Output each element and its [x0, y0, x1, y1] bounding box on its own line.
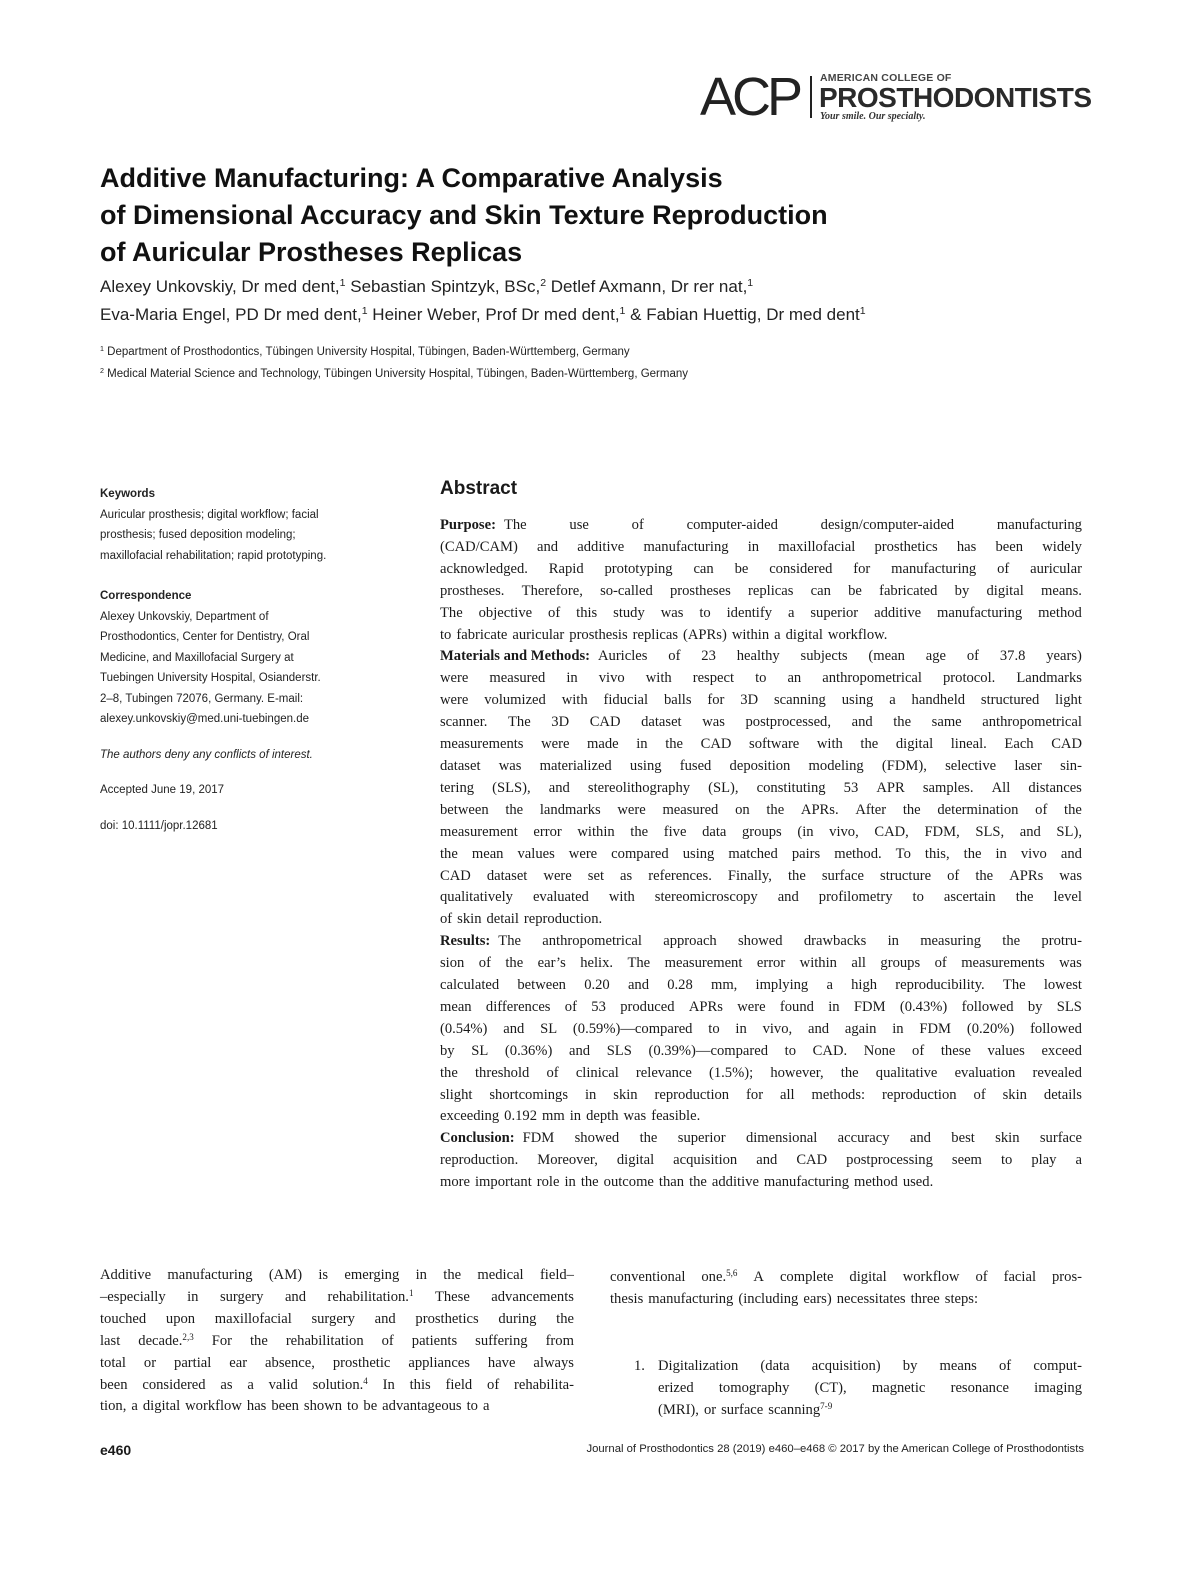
abstract-line: between the landmarks were measured on the APRs. After the determination of the: [440, 801, 1082, 818]
keywords-heading: Keywords: [100, 488, 155, 500]
abstract-line: dataset was materialized using fused deposition modeling (FDM), selective laser sin-: [440, 757, 1082, 774]
logo-divider: [810, 76, 812, 118]
abstract-line: measurements were made in the CAD software with the digital lineal. Each CAD: [440, 736, 1082, 753]
article-title: [100, 160, 1100, 271]
citation-ref[interactable]: 2,3: [182, 1331, 194, 1342]
body-line: conventional one.$^{5,6}$ A complete digital workflow of facial pros-: [610, 1268, 1082, 1285]
abstract-line: more important role in the outcome than the additive manufacturing method used.: [440, 1174, 934, 1191]
abstract-line: were volumized with fiducial balls for 3D scanning using a handheld structured light: [440, 692, 1082, 709]
citation-ref[interactable]: 5,6: [726, 1268, 738, 1279]
abstract-line: prostheses. Therefore, so-called prostheses replicas can be fabricated by digital means.: [440, 582, 1082, 599]
abstract-line: exceeding 0.192 mm in depth was feasible.: [440, 1108, 701, 1125]
abstract-body: [440, 515, 1082, 1194]
abstract-section-label: Purpose:: [440, 517, 496, 533]
doi[interactable]: doi: 10.1111/jopr.12681: [100, 819, 218, 832]
list-line: erized tomography (CT), magnetic resonance imaging: [658, 1379, 1082, 1396]
affil-number: 2: [100, 367, 104, 376]
list-line: Digitalization (data acquisition) by means of comput-: [658, 1358, 1082, 1374]
title-line: of Dimensional Accuracy and Skin Texture Reproduction: [100, 200, 828, 230]
body-line: Additive manufacturing (AM) is emerging in the medical field–: [100, 1267, 574, 1283]
affil-ref: 1: [339, 277, 346, 290]
list-item-text: [658, 1356, 1082, 1422]
abstract-line: (CAD/CAM) and additive manufacturing in maxillofacial prosthetics has been widely: [440, 538, 1082, 555]
abstract-line: calculated between 0.20 and 0.28 mm, implying a high reproducibility. The lowest: [440, 977, 1082, 994]
affil-ref: 2: [540, 277, 547, 290]
logo-tagline: Your smile. Our specialty.: [820, 111, 926, 122]
author-list: [100, 273, 1100, 329]
title-line: Additive Manufacturing: A Comparative Analysis: [100, 163, 723, 193]
author: Heiner Weber, Prof Dr med dent,: [367, 305, 620, 324]
body-column-right: [610, 1267, 1082, 1311]
abstract-line: sion of the ear’s helix. The measurement error within all groups of measurements was: [440, 955, 1082, 972]
abstract-heading: Abstract: [440, 478, 518, 499]
acp-logo: [700, 67, 1092, 127]
affiliation: [100, 341, 1100, 363]
abstract-line: Materials and Methods: Auricles of 23 healthy subjects (mean age of 37.8 years): [440, 646, 1082, 668]
affiliation-text: Medical Material Science and Technology, Tübingen University Hospital, Tübingen, Baden-Württemberg, Germany: [103, 368, 688, 380]
author: & Fabian Huettig, Dr med dent: [625, 305, 860, 324]
author: Sebastian Spintzyk, BSc,: [345, 277, 541, 296]
abstract-line: Purpose: The use of computer-aided design/computer-aided manufacturing: [440, 515, 1082, 537]
abstract-line: reproduction. Moreover, digital acquisition and CAD postprocessing seem to play a: [440, 1152, 1082, 1169]
abstract-line: by SL (0.36%) and SLS (0.39%)—compared to CAD. None of these values exceed: [440, 1042, 1082, 1059]
body-column-left: [100, 1265, 574, 1418]
conflict-statement: The authors deny any conflicts of interest.: [100, 748, 313, 761]
keywords-line: prosthesis; fused deposition modeling;: [100, 529, 296, 541]
page-number: e460: [100, 1442, 132, 1458]
correspondence-line: Medicine, and Maxillofacial Surgery at: [100, 651, 294, 664]
author: Alexey Unkovskiy, Dr med dent,: [100, 277, 340, 296]
abstract-line: qualitatively evaluated with stereomicroscopy and profilometry to ascertain the level: [440, 889, 1082, 906]
abstract-line: the mean values were compared using matched pairs method. To this, the in vivo and: [440, 845, 1082, 862]
affiliations: [100, 341, 1100, 385]
body-line: been considered as a valid solution.$^4$ In this field of rehabilita-: [100, 1375, 574, 1393]
abstract-line: CAD dataset were set as references. Finally, the surface structure of the APRs was: [440, 867, 1082, 884]
correspondence-line: Prosthodontics, Center for Dentistry, Oral: [100, 631, 310, 643]
abstract-line: The objective of this study was to identify a superior additive manufacturing method: [440, 604, 1082, 621]
abstract-section-label: Results:: [440, 933, 491, 950]
abstract-line: acknowledged. Rapid prototyping can be considered for manufacturing of auricular: [440, 560, 1082, 577]
body-line: total or partial ear absence, prosthetic appliances have always: [100, 1354, 574, 1371]
abstract-line: to fabricate auricular prosthesis replicas (APRs) within a digital workflow.: [440, 626, 888, 643]
correspondence-line: Tuebingen University Hospital, Osianderstr.: [100, 672, 321, 684]
journal-citation: Journal of Prosthodontics 28 (2019) e460–e468 © 2017 by the American College of Prosthodontists: [586, 1443, 1084, 1455]
abstract-section-label: Materials and Methods:: [440, 648, 590, 665]
abstract-line: tering (SLS), and stereolithography (SL), constituting 53 APR samples. All distances: [440, 779, 1082, 796]
correspondence-line: 2–8, Tubingen 72076, Germany. E-mail:: [100, 692, 304, 705]
author-line: [100, 273, 1100, 301]
author-line: [100, 301, 1100, 329]
list-line: (MRI), or surface scanning$^{7-9}$: [658, 1400, 833, 1418]
citation-ref[interactable]: 4: [363, 1375, 368, 1386]
logo-big-text: PROSTHODONTISTS: [819, 82, 1092, 113]
body-line: –especially in surgery and rehabilitation.$^1$ These advancements: [100, 1287, 574, 1305]
list-number: 1.: [634, 1358, 645, 1374]
page-footer: [100, 1440, 1084, 1462]
correspondence-email[interactable]: alexey.unkovskiy@med.uni-tuebingen.de: [100, 713, 309, 725]
citation-ref[interactable]: 7-9: [820, 1400, 833, 1411]
author: Detlef Axmann, Dr rer nat,: [546, 277, 748, 296]
abstract-line: Results: The anthropometrical approach showed drawbacks in measuring the protru-: [440, 931, 1082, 953]
abstract-section-label: Conclusion:: [440, 1130, 515, 1147]
body-line: thesis manufacturing (including ears) necessitates three steps:: [610, 1290, 979, 1307]
author: Eva-Maria Engel, PD Dr med dent,: [100, 305, 362, 324]
abstract-line: Conclusion: FDM showed the superior dimensional accuracy and best skin surface: [440, 1128, 1082, 1150]
body-line: tion, a digital workflow has been shown to be advantageous to a: [100, 1398, 490, 1415]
affiliation: [100, 363, 1100, 385]
affiliation-text: Department of Prosthodontics, Tübingen University Hospital, Tübingen, Baden-Württemberg, Germany: [103, 346, 630, 358]
abstract-line: the threshold of clinical relevance (1.5%); however, the qualitative evaluation revealed: [440, 1064, 1082, 1081]
keywords-line: Auricular prosthesis; digital workflow; facial: [100, 508, 319, 521]
abstract-line: scanner. The 3D CAD dataset was postprocessed, and the same anthropometrical: [440, 714, 1082, 731]
abstract-line: slight shortcomings in skin reproduction for all methods: reproduction of skin details: [440, 1086, 1082, 1103]
keywords-line: maxillofacial rehabilitation; rapid prototyping.: [100, 549, 327, 562]
accepted-date: Accepted June 19, 2017: [100, 784, 225, 796]
title-line: of Auricular Prostheses Replicas: [100, 237, 523, 267]
abstract-line: measurement error within the five data groups (in vivo, CAD, FDM, SLS, and SL),: [440, 823, 1082, 840]
abstract-line: (0.54%) and SL (0.59%)—compared to in vivo, and again in FDM (0.20%) followed: [440, 1020, 1082, 1037]
abstract-line: were measured in vivo with respect to an anthropometrical protocol. Landmarks: [440, 670, 1082, 687]
logo-mark: ACP: [700, 67, 800, 127]
correspondence-line: Alexey Unkovskiy, Department of: [100, 610, 269, 623]
affil-ref: 1: [619, 305, 626, 318]
affil-ref: 1: [859, 305, 866, 318]
article-sidebar: [100, 484, 400, 836]
affil-number: 1: [100, 345, 104, 354]
body-line: last decade.$^{2,3}$ For the rehabilitation of patients suffering from: [100, 1331, 574, 1349]
correspondence-heading: Correspondence: [100, 590, 192, 602]
affil-ref: 1: [361, 305, 368, 318]
logo-small-text: AMERICAN COLLEGE OF: [820, 72, 952, 84]
abstract-line: of skin detail reproduction.: [440, 911, 603, 928]
citation-ref[interactable]: 1: [408, 1287, 414, 1298]
abstract: [440, 477, 1082, 1194]
abstract-line: mean differences of 53 produced APRs were found in FDM (0.43%) followed by SLS: [440, 998, 1082, 1015]
body-line: touched upon maxillofacial surgery and prosthetics during the: [100, 1310, 574, 1327]
affil-ref: 1: [747, 277, 754, 290]
